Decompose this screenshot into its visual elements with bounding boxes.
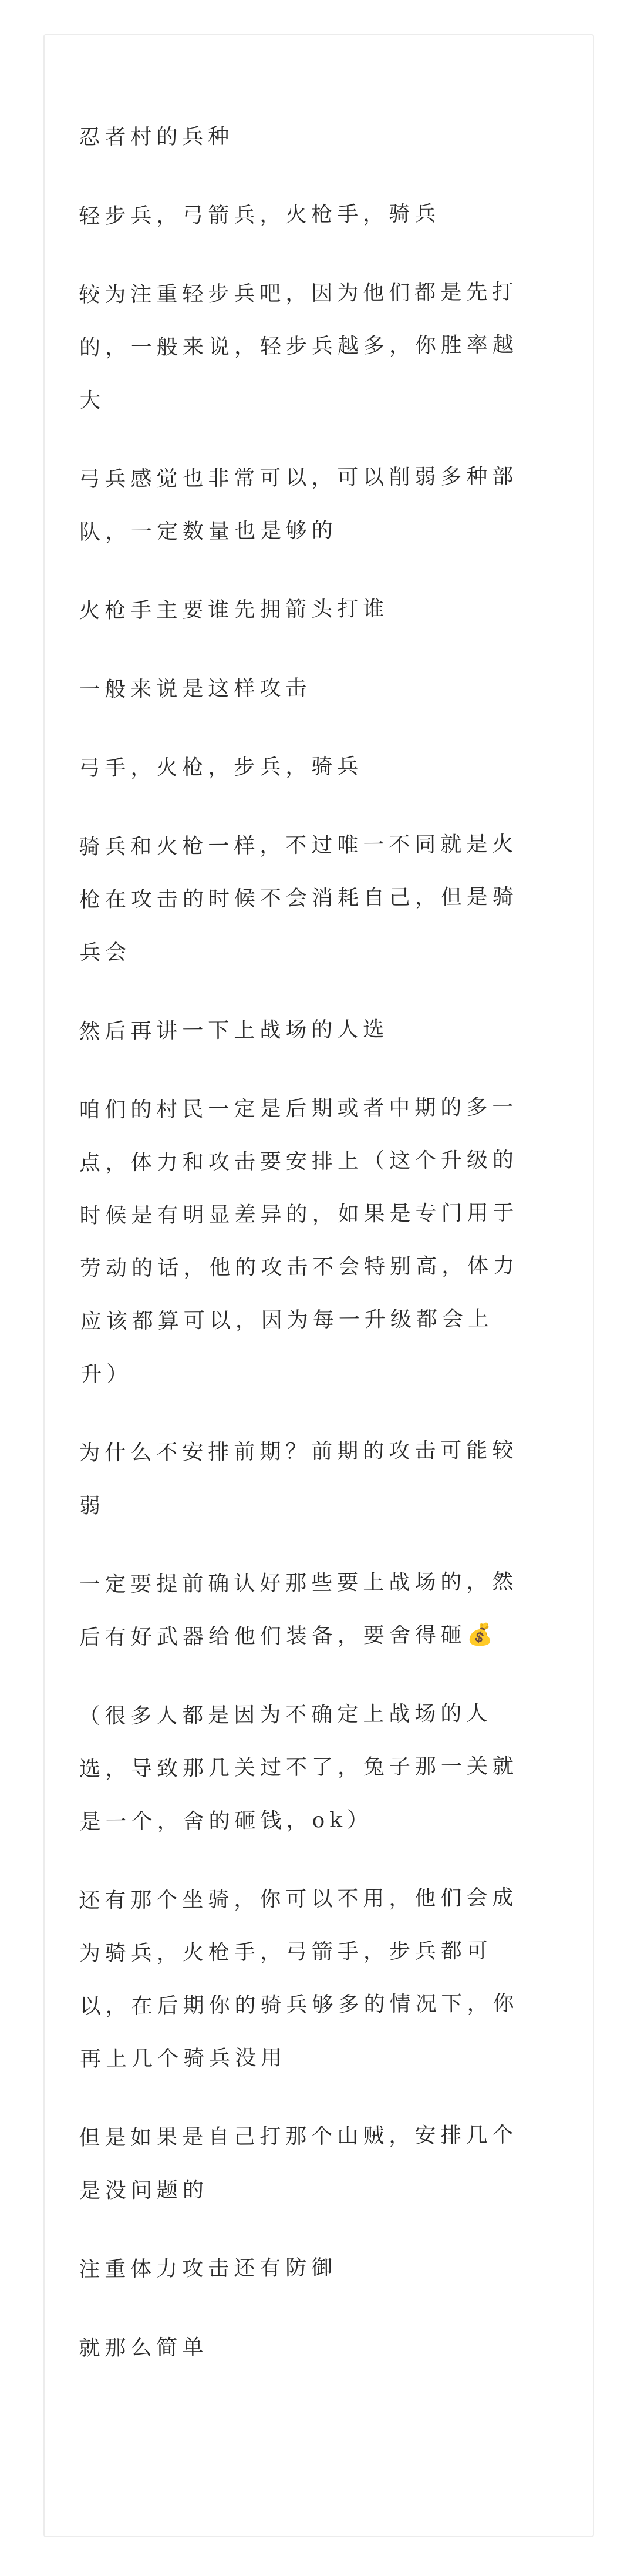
note-paragraph: 还有那个坐骑，你可以不用，他们会成为骑兵，火枪手，弓箭手，步兵都可以，在后期你的骑兵够多的情况下，你再上几个骑兵没用 — [79, 1885, 519, 2071]
note-content — [79, 112, 525, 2401]
note-paragraph: 一般来说是这样攻击 — [79, 676, 312, 702]
note-paragraph: 为什么不安排前期？前期的攻击可能较弱 — [79, 1438, 518, 1518]
note-paragraph: （很多人都是因为不确定上战场的人选，导致那几关过不了，兔子那一关就是一个，舍的砸钱，ok） — [79, 1701, 519, 1834]
note-paragraph: 火枪手主要谁先拥箭头打谁 — [79, 597, 389, 623]
note-paragraph: 轻步兵，弓箭兵，火枪手，骑兵 — [79, 201, 441, 228]
note-paragraph: 就那么简单 — [79, 2335, 208, 2360]
note-paragraph: 弓兵感觉也非常可以，可以削弱多种部队，一定数量也是够的 — [79, 464, 518, 544]
note-paragraph: 较为注重轻步兵吧，因为他们都是先打的，一般来说，轻步兵越多，你胜率越大 — [79, 280, 519, 413]
note-paragraph: 弓手，火枪，步兵，骑兵 — [79, 754, 363, 781]
note-paragraph: 但是如果是自己打那个山贼，安排几个是没问题的 — [79, 2123, 518, 2203]
note-paragraph: 然后再讲一下上战场的人选 — [79, 1017, 389, 1044]
note-paragraph: 咱们的村民一定是后期或者中期的多一点，体力和攻击要安排上（这个升级的时候是有明显差异的，如果是专门用于劳动的话，他的攻击不会特别高，体力应该都算可以，因为每一升级都会上升） — [79, 1095, 520, 1387]
note-paragraph: 一定要提前确认好那些要上战场的，然后有好武器给他们装备，要舍得砸💰 — [79, 1569, 518, 1650]
note-paragraph: 注重体力攻击还有防御 — [79, 2255, 338, 2282]
note-paragraph: 骑兵和火枪一样，不过唯一不同就是火枪在攻击的时候不会消耗自己，但是骑兵会 — [79, 832, 519, 965]
note-title: 忍者村的兵种 — [79, 125, 234, 150]
